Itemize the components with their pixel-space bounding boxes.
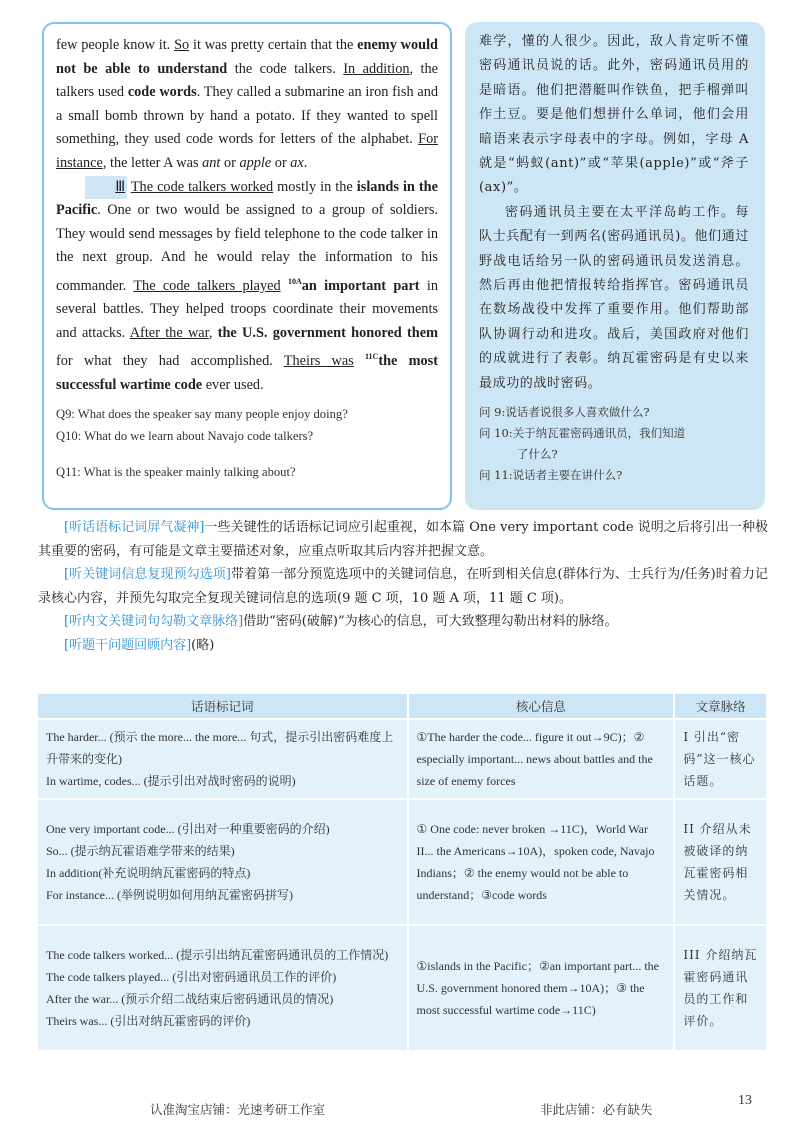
strategy-title: [听题干问题回顾内容]	[64, 637, 192, 653]
question-10-cn: 问 10:关于纳瓦霍密码通讯员，我们知道	[479, 426, 686, 441]
key-info: the most successful wartime code	[56, 353, 438, 393]
question-11: Q11: What is the speaker mainly talking about?	[56, 465, 296, 480]
strategy-title: [听话语标记词屏气凝神]	[64, 520, 205, 535]
section-number: Ⅲ	[85, 176, 127, 200]
column-header: 核心信息	[409, 694, 674, 718]
text: . One or two would be assigned to a group of soldiers. They would send messages by field telephone to the code talker in the next group. And he would relay the information to his commander.	[56, 202, 438, 294]
marker-theirs-was: Theirs was	[283, 353, 354, 370]
text: ever used.	[202, 376, 264, 393]
table-header-row	[38, 694, 766, 718]
outline-cell: II 介绍从未被破译的纳瓦霍密码相关情况。	[675, 800, 766, 924]
text: . They called a submarine an iron fish and a small bomb thrown by hand a potato. If they wanted to spell something, they used code words for letters of the alphabet.	[56, 84, 438, 148]
marker-item: One very important code... (引出对一种重要密码的介绍)	[46, 822, 330, 836]
listening-strategy	[38, 516, 768, 657]
passage-paragraph-3	[56, 176, 438, 398]
strategy-text: (略)	[191, 637, 215, 653]
text: , the letter A was	[102, 154, 203, 171]
strategy-title: [听关键词信息复现预勾选项]	[64, 567, 231, 582]
text: ax	[290, 154, 304, 171]
questions-english	[56, 403, 438, 483]
translation-text	[479, 30, 749, 396]
marker-code-talkers-played: The code talkers played	[133, 277, 281, 294]
column-header: 文章脉络	[675, 694, 766, 718]
text: for what they had accomplished.	[56, 353, 284, 370]
marker-for-instance: For instance	[56, 131, 438, 171]
column-header: 话语标记词	[38, 694, 407, 718]
key-info: an important part	[301, 277, 420, 294]
strategy-4	[38, 634, 768, 658]
marker-item: The code talkers played... (引出对密码通讯员工作的评价)	[46, 970, 337, 984]
strategy-text: 借助“密码(破解)”为核心的信息，可大致整理勾勒出材料的脉络。	[243, 614, 618, 629]
text: , the talkers used	[56, 60, 439, 101]
key-info: the U.S. government honored them	[217, 324, 438, 341]
answer-tag: 10A	[287, 276, 302, 286]
text: few people know it.	[56, 37, 171, 53]
strategy-text: 带着第一部分预览选项中的关键词信息，在听到相关信息(群体行为、士兵行为/任务)时着力记录核心内容，并预先勾取完全复现关键词信息的选项(9 题 C 项，10 题 A 项，11 题 C 项)。	[38, 567, 768, 606]
text: apple	[239, 154, 272, 171]
translation-paragraph-1: 难学，懂的人很少。因此，敌人肯定听不懂密码通讯员说的话。此外，密码通讯员用的是暗语。他们把潜艇叫作铁鱼，把手榴弹叫作土豆。要是他们想拼什么单词，他们会用暗语来表示字母表中的字母。例如，字母 A 就是“蚂蚁(ant)”或“苹果(apple)”或“斧子(ax)”。	[479, 34, 749, 196]
marker-in-addition: In addition	[343, 60, 410, 77]
text: or	[220, 154, 240, 171]
outline-cell: I 引出“密码”这一核心话题。	[675, 720, 766, 798]
key-info: enemy would not be able to understand	[56, 37, 438, 77]
strategy-3	[38, 610, 768, 634]
passage-chinese-panel	[465, 22, 765, 510]
marker-item: In addition(补充说明纳瓦霍密码的特点)	[46, 866, 251, 880]
markers-cell	[38, 800, 407, 924]
table-row	[38, 800, 766, 924]
core-info-cell: ① One code: never broken →11C)，World War II... the Americans→10A)，spoken code, Navajo Indians；② the enemy would not be able to understand；③code words	[409, 800, 674, 924]
table-row	[38, 926, 766, 1050]
text: it was pretty certain that the	[189, 37, 358, 53]
footer-warning: 非此店铺：必有缺失	[540, 1102, 653, 1117]
text: .	[303, 154, 308, 171]
strategy-1	[38, 516, 768, 563]
question-10: Q10: What do we learn about Navajo code talkers?	[56, 429, 314, 444]
marker-item: After the war... (预示介绍二战结束后密码通讯员的情况)	[46, 992, 334, 1006]
text: ,	[208, 324, 218, 341]
markers-cell	[38, 720, 407, 798]
core-info-cell: ①The harder the code... figure it out→9C)；② especially important... news about battles and the size of enemy forces	[409, 720, 674, 798]
question-11-cn: 问 11:说话者主要在讲什么?	[479, 468, 623, 483]
page-number: 13	[738, 1093, 752, 1108]
question-9: Q9: What does the speaker say many people enjoy doing?	[56, 407, 348, 422]
strategy-text: 一些关键性的话语标记词应引起重视，如本篇 One very important code 说明之后将引出一种极其重要的密码，有可能是文章主要描述对象，应重点听取其后内容并把握文意。	[38, 520, 768, 559]
marker-item: The harder... (预示 the more... the more... 句式，提示引出密码难度上升带来的变化)	[46, 730, 394, 766]
marker-item: Theirs was... (引出对纳瓦霍密码的评价)	[46, 1014, 251, 1028]
marker-item: In wartime, codes... (提示引出对战时密码的说明)	[46, 774, 296, 788]
marker-so: So	[174, 37, 190, 53]
question-10-cn-cont: 了什么?	[517, 447, 558, 462]
outline-cell: III 介绍纳瓦霍密码通讯员的工作和评价。	[675, 926, 766, 1050]
questions-chinese	[479, 402, 749, 486]
strategy-2	[38, 563, 768, 610]
text: the code talkers.	[227, 60, 336, 77]
question-9-cn: 问 9:说话者说很多人喜欢做什么?	[479, 405, 650, 420]
key-info: code words	[127, 84, 197, 101]
key-info: islands in the Pacific	[56, 178, 438, 219]
table-row	[38, 720, 766, 798]
translation-paragraph-2: 密码通讯员主要在太平洋岛屿工作。每队士兵配有一到两名(密码通讯员)。他们通过野战电话给另一队的密码通讯员发送消息。然后再由他把情报转给指挥官。密码通讯员在数场战役中发挥了重要作用。他们帮助部队协调行动和进攻。战后，美国政府对他们的成就进行了表彰。纳瓦霍密码是有史以来最成功的战时密码。	[479, 204, 749, 391]
footer-shop-note: 认准淘宝店铺：光速考研工作室	[150, 1102, 326, 1117]
text: ant	[202, 154, 221, 171]
core-info-cell: ①islands in the Pacific；②an important part... the U.S. government honored them→10A)；③ the most successful wartime code→11C)	[409, 926, 674, 1050]
answer-tag: 11C	[364, 352, 379, 362]
text: or	[271, 154, 291, 171]
passage-paragraph-2	[56, 34, 438, 176]
marker-after-the-war: After the war	[129, 324, 209, 341]
marker-item: The code talkers worked... (提示引出纳瓦霍密码通讯员的工作情况)	[46, 948, 389, 962]
passage-english-panel	[42, 22, 452, 510]
marker-item: For instance... (举例说明如何用纳瓦霍密码拼写)	[46, 888, 293, 902]
marker-item: So... (提示纳瓦霍语难学带来的结果)	[46, 844, 235, 858]
marker-code-talkers-worked: The code talkers worked	[130, 178, 274, 195]
text: mostly in the	[273, 178, 357, 195]
text: in several battles. They helped troops coordinate their movements and attacks.	[56, 277, 438, 341]
structure-table	[36, 692, 768, 1052]
strategy-title: [听内文关键词句勾勒文章脉络]	[64, 614, 244, 629]
markers-cell	[38, 926, 407, 1050]
